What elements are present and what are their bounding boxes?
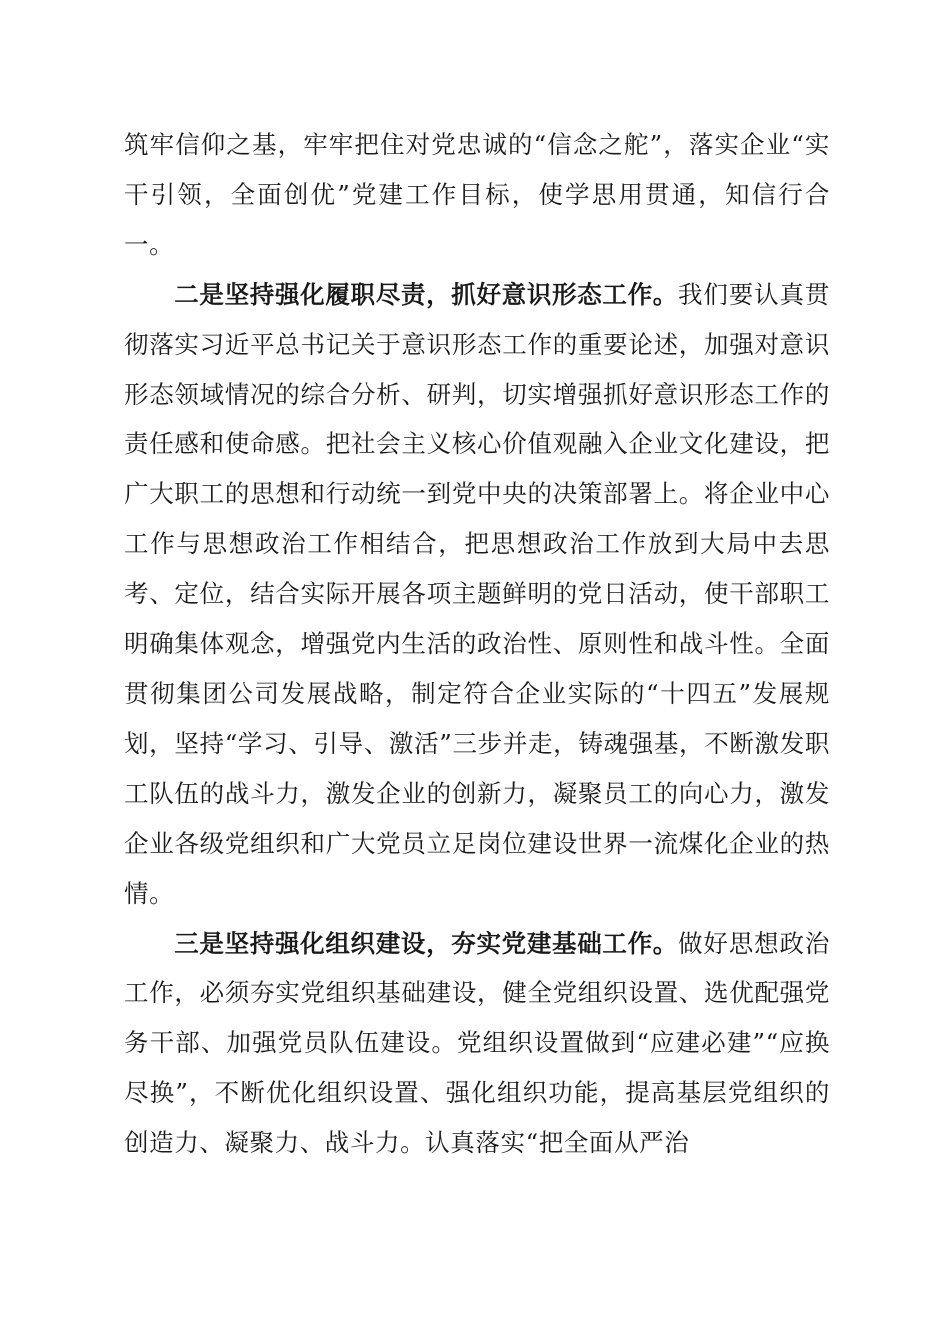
document-body [124,120,830,1168]
paragraph-lead-heading: 二是坚持强化履职尽责，抓好意识形态工作。 [174,279,678,309]
paragraph-organization-building [124,919,830,1169]
paragraph-text: 做好思想政治工作，必须夯实党组织基础建设，健全党组织设置、选优配强党务干部、加强党员队伍建设。党组织设置做到“应建必建”“应换尽换”，不断优化组织设置、强化组织功能，提高基层党组织的创造力、凝聚力、战斗力。认真落实“把全面从严治 [124,928,831,1158]
paragraph-lead-heading: 三是坚持强化组织建设，夯实党建基础工作。 [174,928,678,958]
paragraph-text: 筑牢信仰之基，牢牢把住对党忠诚的“信念之舵”，落实企业“实干引领，全面创优”党建工作目标，使学思用贯通，知信行合一。 [124,130,830,259]
paragraph-ideology-work [124,270,830,919]
paragraph-text: 我们要认真贯彻落实习近平总书记关于意识形态工作的重要论述，加强对意识形态领域情况的综合分析、研判，切实增强抓好意识形态工作的责任感和使命感。把社会主义核心价值观融入企业文化建设，把广大职工的思想和行动统一到党中央的决策部署上。将企业中心工作与思想政治工作相结合，把思想政治工作放到大局中去思考、定位，结合实际开展各项主题鲜明的党日活动，使干部职工明确集体观念，增强党内生活的政治性、原则性和战斗性。全面贯彻集团公司发展战略，制定符合企业实际的“十四五”发展规划，坚持“学习、引导、激活”三步并走，铸魂强基，不断激发职工队伍的战斗力，激发企业的创新力，凝聚员工的向心力，激发企业各级党组织和广大党员立足岗位建设世界一流煤化企业的热情。 [124,279,831,908]
paragraph-continuation [124,120,830,270]
